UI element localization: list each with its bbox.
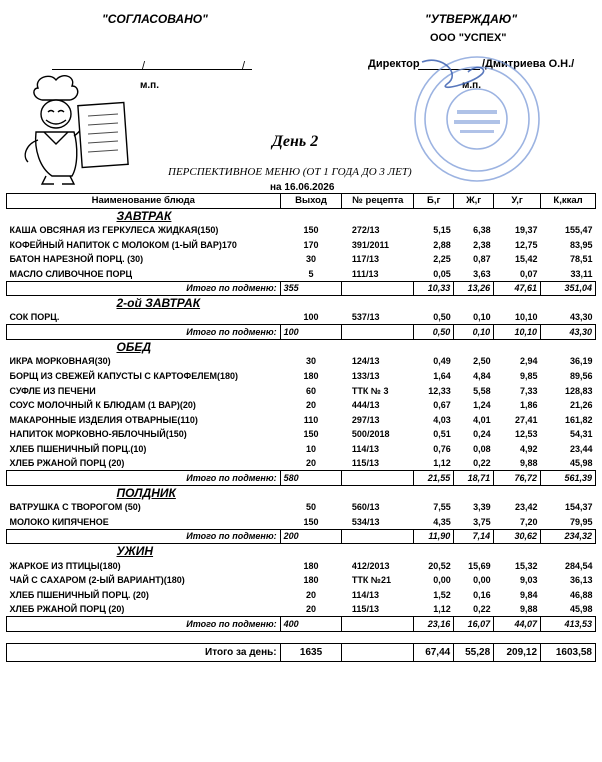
- dish-output: 30: [306, 356, 317, 367]
- column-header: Ж,г: [454, 194, 494, 209]
- empty-cell: [541, 544, 596, 559]
- dish-kcal: 154,37: [564, 502, 593, 513]
- subtotal-label: Итого по подменю:: [7, 471, 281, 486]
- dish-protein: 1,12: [433, 604, 451, 615]
- subtotal-carbs: 44,07: [494, 617, 541, 632]
- empty-cell: [342, 208, 414, 223]
- chef-illustration-icon: [16, 70, 134, 188]
- empty-cell: [541, 339, 596, 354]
- table-row: [7, 427, 596, 442]
- dish-name: СОУС МОЛОЧНЫЙ К БЛЮДАМ (1 ВАР)(20): [9, 400, 196, 411]
- dish-output: 20: [306, 400, 317, 411]
- dish-fat: 0,87: [473, 254, 491, 265]
- dish-name: НАПИТОК МОРКОВНО-ЯБЛОЧНЫЙ(150): [9, 429, 187, 440]
- table-row: [7, 266, 596, 281]
- left-signature-line: [52, 60, 252, 70]
- dish-carbs: 9,88: [520, 458, 538, 469]
- dish-output: 150: [303, 429, 319, 440]
- dish-recipe: 133/13: [351, 370, 380, 381]
- total-label: Итого за день:: [7, 643, 281, 661]
- dish-fat: 4,01: [473, 414, 491, 425]
- dish-fat: 2,50: [473, 356, 491, 367]
- subtotal-output: 355: [280, 281, 342, 296]
- dish-kcal: 78,51: [569, 254, 593, 265]
- dish-kcal: 46,88: [569, 589, 593, 600]
- dish-name: ЧАЙ С САХАРОМ (2-ЫЙ ВАРИАНТ)(180): [9, 575, 185, 586]
- dish-name: СОК ПОРЦ.: [9, 312, 60, 323]
- table-row: [7, 369, 596, 384]
- empty-cell: [494, 544, 541, 559]
- dish-name: МОЛОКО КИПЯЧЕНОЕ: [9, 516, 109, 527]
- empty-cell: [342, 643, 414, 661]
- subtotal-kcal: 351,04: [541, 281, 596, 296]
- subtotal-label: Итого по подменю:: [7, 617, 281, 632]
- subtotal-output: 200: [280, 529, 342, 544]
- empty-cell: [494, 296, 541, 311]
- dish-kcal: 284,54: [564, 560, 593, 571]
- dish-name: БОРЩ ИЗ СВЕЖЕЙ КАПУСТЫ С КАРТОФЕЛЕМ(180): [9, 370, 239, 381]
- subtotal-kcal: 413,53: [541, 617, 596, 632]
- organization-name: ООО "УСПЕХ": [430, 32, 507, 44]
- table-row: [7, 354, 596, 369]
- subtotal-fat: 16,07: [454, 617, 494, 632]
- dish-output: 20: [306, 458, 317, 469]
- meal-heading-row: [7, 544, 596, 559]
- dish-kcal: 128,83: [564, 385, 593, 396]
- dish-protein: 2,25: [433, 254, 451, 265]
- column-header: Наименование блюда: [7, 194, 281, 209]
- dish-fat: 0,24: [473, 429, 491, 440]
- dish-carbs: 2,94: [520, 356, 538, 367]
- menu-date: на 16.06.2026: [270, 182, 335, 193]
- empty-cell: [494, 485, 541, 500]
- dish-protein: 0,49: [433, 356, 451, 367]
- dish-carbs: 12,53: [515, 429, 538, 440]
- dish-recipe: 534/13: [351, 516, 380, 527]
- dish-protein: 0,50: [433, 312, 451, 323]
- dish-protein: 1,52: [433, 589, 451, 600]
- subtotal-row: [7, 281, 596, 296]
- dish-fat: 0,22: [473, 604, 491, 615]
- dish-carbs: 0,07: [520, 268, 538, 279]
- dish-recipe: 114/13: [351, 589, 379, 600]
- dish-recipe: ТТК № 3: [351, 385, 389, 396]
- dish-protein: 5,15: [433, 224, 451, 235]
- empty-cell: [280, 208, 342, 223]
- dish-protein: 0,05: [433, 268, 451, 279]
- empty-cell: [494, 631, 541, 643]
- empty-cell: [454, 631, 494, 643]
- dish-recipe: 272/13: [351, 224, 380, 235]
- dish-fat: 15,69: [468, 560, 491, 571]
- dish-kcal: 83,95: [569, 239, 593, 250]
- dish-protein: 0,00: [433, 575, 451, 586]
- dish-recipe: 111/13: [351, 268, 379, 279]
- dish-carbs: 10,10: [515, 312, 538, 323]
- dish-fat: 0,00: [473, 575, 491, 586]
- table-row: [7, 500, 596, 515]
- empty-cell: [342, 631, 414, 643]
- dish-name: БАТОН НАРЕЗНОЙ ПОРЦ. (30): [9, 254, 144, 265]
- dish-name: ХЛЕБ РЖАНОЙ ПОРЦ (20): [9, 604, 125, 615]
- dish-recipe: 115/13: [351, 458, 379, 469]
- empty-cell: [454, 485, 494, 500]
- subtotal-row: [7, 325, 596, 340]
- dish-recipe: 117/13: [351, 254, 379, 265]
- empty-cell: [342, 471, 414, 486]
- subtotal-protein: 23,16: [414, 617, 454, 632]
- dish-protein: 0,51: [433, 429, 451, 440]
- stamp-place-right: м.п.: [462, 80, 481, 91]
- empty-cell: [342, 325, 414, 340]
- menu-subtitle: ПЕРСПЕКТИВНОЕ МЕНЮ (ОТ 1 ГОДА ДО 3 ЛЕТ): [168, 166, 412, 178]
- subtotal-label: Итого по подменю:: [7, 281, 281, 296]
- subtotal-protein: 11,90: [414, 529, 454, 544]
- dish-output: 30: [306, 254, 317, 265]
- subtotal-carbs: 47,61: [494, 281, 541, 296]
- table-row: [7, 588, 596, 603]
- empty-cell: [342, 544, 414, 559]
- total-carbs: 209,12: [494, 643, 541, 661]
- total-output: 1635: [280, 643, 342, 661]
- dish-carbs: 9,84: [520, 589, 538, 600]
- menu-table-body: [7, 194, 596, 662]
- empty-cell: [414, 339, 454, 354]
- subtotal-output: 100: [280, 325, 342, 340]
- dish-kcal: 54,31: [569, 429, 593, 440]
- empty-cell: [7, 631, 281, 643]
- dish-protein: 20,52: [428, 560, 451, 571]
- dish-kcal: 36,19: [569, 356, 593, 367]
- dish-output: 50: [306, 502, 317, 513]
- dish-fat: 0,16: [473, 589, 491, 600]
- table-row: [7, 383, 596, 398]
- dish-recipe: 537/13: [351, 312, 380, 323]
- subtotal-kcal: 43,30: [541, 325, 596, 340]
- empty-cell: [541, 631, 596, 643]
- empty-cell: [342, 296, 414, 311]
- empty-cell: [454, 544, 494, 559]
- dish-fat: 3,63: [473, 268, 491, 279]
- dish-recipe: 500/2018: [351, 429, 390, 440]
- empty-cell: [342, 529, 414, 544]
- dish-carbs: 9,85: [520, 370, 538, 381]
- dish-kcal: 45,98: [569, 458, 593, 469]
- dish-recipe: 391/2011: [351, 239, 389, 250]
- dish-fat: 0,22: [473, 458, 491, 469]
- empty-cell: [454, 339, 494, 354]
- table-row: [7, 252, 596, 267]
- meal-heading-row: [7, 485, 596, 500]
- empty-cell: [414, 631, 454, 643]
- dish-fat: 3,75: [473, 516, 491, 527]
- dish-name: ХЛЕБ ПШЕНИЧНЫЙ ПОРЦ. (20): [9, 589, 149, 600]
- director-label: Директор: [368, 58, 420, 70]
- empty-cell: [494, 339, 541, 354]
- dish-recipe: 124/13: [351, 356, 380, 367]
- dish-kcal: 89,56: [569, 370, 593, 381]
- page-title: День 2: [272, 133, 319, 150]
- dish-protein: 2,88: [433, 239, 451, 250]
- dish-recipe: 297/13: [351, 414, 380, 425]
- dish-name: ВАТРУШКА С ТВОРОГОМ (50): [9, 502, 141, 513]
- subtotal-label: Итого по подменю:: [7, 325, 281, 340]
- dish-name: КАША ОВСЯНАЯ ИЗ ГЕРКУЛЕСА ЖИДКАЯ(150): [9, 224, 219, 235]
- subtotal-fat: 7,14: [454, 529, 494, 544]
- empty-cell: [414, 544, 454, 559]
- subtotal-carbs: 10,10: [494, 325, 541, 340]
- empty-cell: [280, 339, 342, 354]
- dish-carbs: 15,32: [515, 560, 538, 571]
- subtotal-fat: 0,10: [454, 325, 494, 340]
- dish-protein: 1,12: [433, 458, 451, 469]
- approval-left-title: "СОГЛАСОВАНО": [102, 12, 208, 26]
- dish-output: 110: [303, 414, 319, 425]
- dish-output: 100: [303, 312, 319, 323]
- dish-output: 180: [303, 370, 319, 381]
- column-header: Выход: [280, 194, 342, 209]
- total-fat: 55,28: [454, 643, 494, 661]
- empty-cell: [342, 281, 414, 296]
- meal-heading-row: [7, 296, 596, 311]
- dish-fat: 1,24: [473, 400, 491, 411]
- empty-cell: [280, 296, 342, 311]
- subtotal-protein: 10,33: [414, 281, 454, 296]
- meal-heading: 2-ой ЗАВТРАК: [116, 296, 201, 311]
- dish-recipe: 560/13: [351, 502, 380, 513]
- empty-cell: [541, 208, 596, 223]
- dish-output: 60: [306, 385, 317, 396]
- empty-cell: [454, 296, 494, 311]
- round-seal-stamp-icon: [402, 44, 552, 194]
- signature-separator: /: [142, 60, 146, 72]
- subtotal-kcal: 234,32: [541, 529, 596, 544]
- dish-output: 10: [306, 443, 317, 454]
- dish-kcal: 33,11: [570, 268, 593, 279]
- dish-carbs: 27,41: [515, 414, 538, 425]
- table-row: [7, 573, 596, 588]
- meal-heading: ЗАВТРАК: [116, 208, 172, 223]
- empty-cell: [414, 296, 454, 311]
- spacer-row: [7, 631, 596, 643]
- dish-kcal: 21,26: [569, 400, 593, 411]
- dish-fat: 6,38: [473, 224, 491, 235]
- table-row: [7, 515, 596, 530]
- empty-cell: [342, 485, 414, 500]
- signature-separator: /: [242, 60, 246, 72]
- dish-fat: 5,58: [473, 385, 491, 396]
- table-row: [7, 237, 596, 252]
- dish-output: 180: [303, 575, 319, 586]
- total-protein: 67,44: [414, 643, 454, 661]
- dish-recipe: 444/13: [351, 400, 380, 411]
- dish-carbs: 19,37: [515, 224, 538, 235]
- empty-cell: [541, 485, 596, 500]
- dish-carbs: 9,88: [520, 604, 538, 615]
- empty-cell: [342, 617, 414, 632]
- table-row: [7, 442, 596, 457]
- meal-heading: ОБЕД: [116, 339, 151, 354]
- table-row: [7, 412, 596, 427]
- dish-output: 150: [303, 516, 319, 527]
- meal-heading-row: [7, 208, 596, 223]
- dish-carbs: 12,75: [515, 239, 538, 250]
- subtotal-output: 400: [280, 617, 342, 632]
- dish-name: ИКРА МОРКОВНАЯ(30): [9, 356, 111, 367]
- dish-kcal: 155,47: [564, 224, 593, 235]
- column-header: У,г: [494, 194, 541, 209]
- dish-output: 20: [306, 604, 317, 615]
- dish-recipe: ТТК №21: [351, 575, 391, 586]
- dish-output: 20: [306, 589, 317, 600]
- dish-recipe: 114/13: [351, 443, 379, 454]
- subtotal-row: [7, 617, 596, 632]
- dish-carbs: 4,92: [520, 443, 538, 454]
- dish-kcal: 45,98: [569, 604, 593, 615]
- dish-output: 150: [303, 224, 319, 235]
- dish-output: 170: [303, 239, 319, 250]
- subtotal-fat: 18,71: [454, 471, 494, 486]
- dish-output: 5: [308, 268, 314, 279]
- dish-protein: 7,55: [433, 502, 451, 513]
- dish-recipe: 412/2013: [351, 560, 390, 571]
- table-row: [7, 310, 596, 325]
- table-header-row: [7, 194, 596, 209]
- dish-carbs: 7,20: [520, 516, 538, 527]
- dish-kcal: 23,44: [569, 443, 593, 454]
- dish-carbs: 7,33: [520, 385, 538, 396]
- table-row: [7, 602, 596, 617]
- menu-table: [6, 193, 596, 662]
- day-total-row: [7, 643, 596, 661]
- subtotal-row: [7, 471, 596, 486]
- dish-carbs: 15,42: [515, 254, 538, 265]
- subtotal-output: 580: [280, 471, 342, 486]
- subtotal-label: Итого по подменю:: [7, 529, 281, 544]
- subtotal-carbs: 76,72: [494, 471, 541, 486]
- dish-kcal: 36,13: [569, 575, 593, 586]
- empty-cell: [494, 208, 541, 223]
- empty-cell: [414, 208, 454, 223]
- empty-cell: [342, 339, 414, 354]
- subtotal-protein: 21,55: [414, 471, 454, 486]
- dish-name: СУФЛЕ ИЗ ПЕЧЕНИ: [9, 385, 96, 396]
- subtotal-fat: 13,26: [454, 281, 494, 296]
- dish-kcal: 161,82: [564, 414, 593, 425]
- dish-name: ЖАРКОЕ ИЗ ПТИЦЫ(180): [9, 560, 121, 571]
- dish-name: ХЛЕБ ПШЕНИЧНЫЙ ПОРЦ.(10): [9, 443, 147, 454]
- dish-protein: 0,67: [433, 400, 451, 411]
- dish-carbs: 9,03: [520, 575, 538, 586]
- table-row: [7, 223, 596, 238]
- dish-protein: 4,03: [433, 414, 451, 425]
- dish-kcal: 79,95: [569, 516, 593, 527]
- empty-cell: [541, 296, 596, 311]
- subtotal-carbs: 30,62: [494, 529, 541, 544]
- dish-carbs: 1,86: [520, 400, 538, 411]
- dish-fat: 0,10: [473, 312, 491, 323]
- total-kcal: 1603,58: [541, 643, 596, 661]
- dish-protein: 12,33: [428, 385, 451, 396]
- empty-cell: [280, 485, 342, 500]
- dish-fat: 4,84: [473, 370, 491, 381]
- stamp-place-left: м.п.: [140, 80, 159, 91]
- column-header: Б,г: [414, 194, 454, 209]
- table-row: [7, 398, 596, 413]
- dish-protein: 0,76: [433, 443, 451, 454]
- dish-fat: 3,39: [473, 502, 491, 513]
- subtotal-row: [7, 529, 596, 544]
- dish-name: МАСЛО СЛИВОЧНОЕ ПОРЦ: [9, 268, 133, 279]
- dish-protein: 4,35: [433, 516, 451, 527]
- meal-heading: ПОЛДНИК: [116, 485, 176, 500]
- dish-name: КОФЕЙНЫЙ НАПИТОК С МОЛОКОМ (1-ЫЙ ВАР)170: [9, 239, 237, 250]
- table-row: [7, 558, 596, 573]
- dish-fat: 2,38: [473, 239, 491, 250]
- empty-cell: [454, 208, 494, 223]
- empty-cell: [280, 544, 342, 559]
- column-header: № рецепта: [342, 194, 414, 209]
- meal-heading: УЖИН: [116, 544, 154, 559]
- dish-carbs: 23,42: [515, 502, 538, 513]
- dish-name: ХЛЕБ РЖАНОЙ ПОРЦ (20): [9, 458, 125, 469]
- table-row: [7, 456, 596, 471]
- dish-protein: 1,64: [433, 370, 451, 381]
- subtotal-protein: 0,50: [414, 325, 454, 340]
- dish-kcal: 43,30: [569, 312, 593, 323]
- dish-output: 180: [303, 560, 319, 571]
- empty-cell: [280, 631, 342, 643]
- empty-cell: [414, 485, 454, 500]
- dish-recipe: 115/13: [351, 604, 379, 615]
- subtotal-kcal: 561,39: [541, 471, 596, 486]
- approval-right-title: "УТВЕРЖДАЮ": [425, 12, 518, 26]
- dish-name: МАКАРОННЫЕ ИЗДЕЛИЯ ОТВАРНЫЕ(110): [9, 414, 198, 425]
- director-name: /Дмитриева О.Н./: [482, 58, 575, 70]
- meal-heading-row: [7, 339, 596, 354]
- column-header: К,ккал: [541, 194, 596, 209]
- dish-fat: 0,08: [473, 443, 491, 454]
